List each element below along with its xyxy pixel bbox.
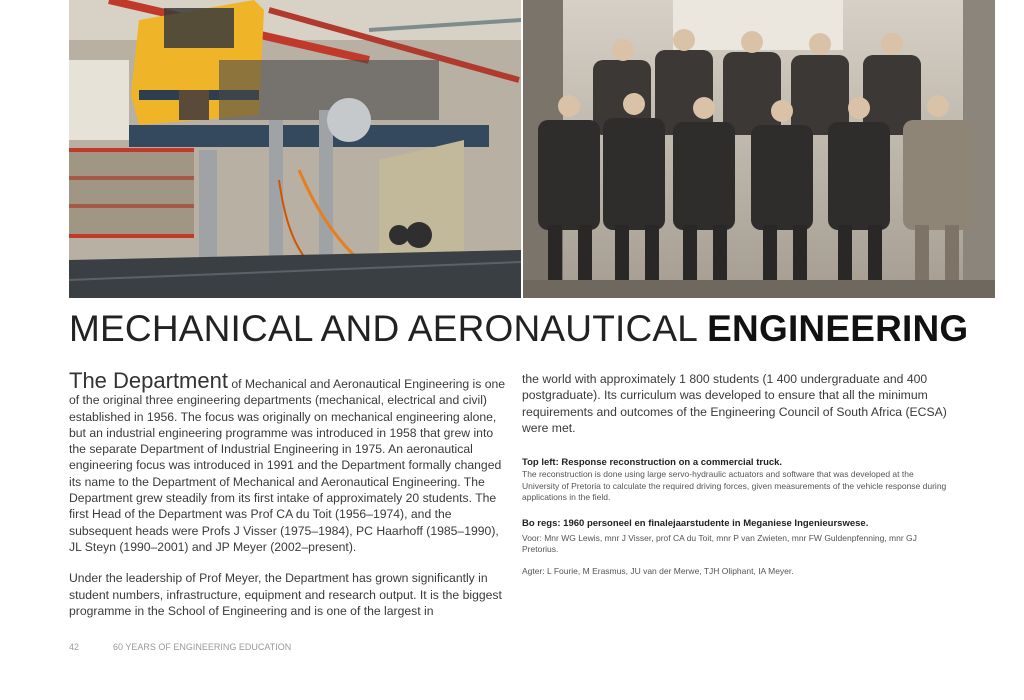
left-column [69,370,507,619]
publication-title: 60 YEARS OF ENGINEERING EDUCATION [113,642,292,652]
caption-bottom-right [522,517,952,578]
page-heading [69,306,969,352]
group-photo-1960 [523,0,995,298]
truck-test-rig-illustration [69,0,521,298]
intro-paragraph [69,370,507,555]
lead-words: The Department [69,368,228,393]
leadership-paragraph: Under the leadership of Prof Meyer, the Department has grown significantly in student numbers, infrastructure, equipment and research output. It is the biggest programme in the School of Engineering and is one of the largest in [69,571,502,618]
page-footer [69,642,291,652]
group-photo-illustration [523,0,995,298]
truck-test-rig-photo [69,0,521,298]
heading-light: MECHANICAL AND AERONAUTICAL [69,308,697,349]
heading-bold: ENGINEERING [707,308,969,349]
caption2-front-row: Voor: Mnr WG Lewis, mnr J Visser, prof CA du Toit, mnr P van Zwieten, mnr FW Guldenpfenning, mnr GJ Pretorius. [522,532,917,555]
caption-top-left [522,456,952,504]
caption1-text: The reconstruction is done using large servo-hydraulic actuators and software that was developed at the University of Pretoria to calculate the required driving forces, given measurements of the vehicle response during applications in the field. [522,469,947,503]
caption2-title: Bo regs: 1960 personeel en finalejaarstudente in Meganiese Ingenieurswese. [522,517,869,529]
caption1-title: Top left: Response reconstruction on a commercial truck. [522,457,783,469]
right-column [522,371,952,577]
intro-text: of Mechanical and Aeronautical Engineering is one of the original three engineering departments (mechanical, electrical and civil) established in 1956. The focus was originally on mechanical engineering alone, but an industrial engineering programme was introduced in 1958 that grew into the separate Department of Industrial Engineering in 1975. An aeronautical engineering focus was introduced in 1991 and the Department formally changed its name to the Department of Mechanical and Aeronautical Engineering. The Department grew steadily from its first intake of approximately 20 students. The first Head of the Department was Prof CA du Toit (1956–1974), and the subsequent heads were Profs J Visser (1975–1984), PC Haarhoff (1985–1990), JL Steyn (1990–2001) and JP Meyer (2002–present). [69,377,506,554]
continued-paragraph: the world with approximately 1 800 students (1 400 undergraduate and 400 postgraduate). Its curriculum was developed to ensure that all the minimum requirements and outcomes of the Engineering Council of South Africa (ECSA) were met. [522,372,947,435]
page-number: 42 [69,642,80,652]
caption2-back-row: Agter: L Fourie, M Erasmus, JU van der Merwe, TJH Oliphant, IA Meyer. [522,565,794,576]
